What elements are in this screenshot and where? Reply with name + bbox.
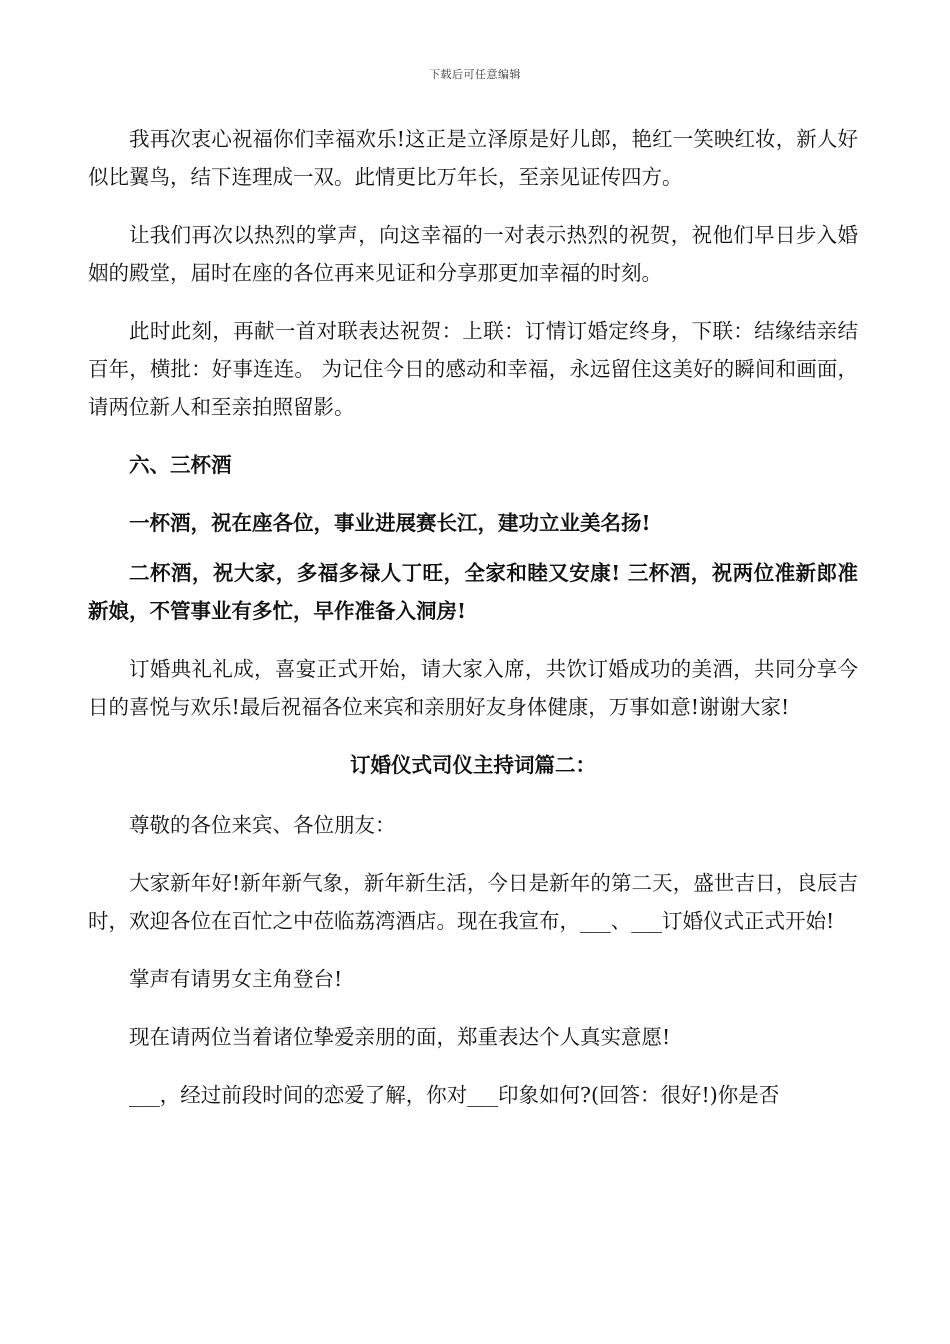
body-paragraph: 让我们再次以热烈的掌声，向这幸福的一对表示热烈的祝贺，祝他们早日步入婚姻的殿堂，届时在座的各位再来见证和分享那更加幸福的时刻。: [88, 223, 858, 285]
body-paragraph: 订婚典礼礼成，喜宴正式开始，请大家入席，共饮订婚成功的美酒，共同分享今日的喜悦与欢乐!最后祝福各位来宾和亲朋好友身体健康，万事如意!谢谢大家!: [88, 657, 858, 719]
body-paragraph: ___，经过前段时间的恋爱了解，你对___印象如何?(回答：很好!)你是否: [129, 1083, 780, 1107]
toast-paragraph: 一杯酒，祝在座各位，事业进展赛长江，建功立业美名扬!: [129, 511, 651, 535]
body-paragraph: 大家新年好!新年新气象，新年新生活，今日是新年的第二天，盛世吉日，良辰吉时，欢迎各位在百忙之中莅临荔湾酒店。现在我宣布，___、___订婚仪式正式开始!: [88, 871, 858, 933]
page-header: 下载后可任意编辑: [429, 68, 521, 81]
toast-paragraph: 二杯酒，祝大家，多福多禄人丁旺，全家和睦又安康! 三杯酒，祝两位准新郎准新娘，不管事业有多忙，早作准备入洞房!: [88, 561, 858, 623]
body-paragraph: 此时此刻，再献一首对联表达祝贺：上联：订情订婚定终身，下联：结缘结亲结百年，横批：好事连连。 为记住今日的感动和幸福，永远留住这美好的瞬间和画面，请两位新人和至亲拍照留影。: [88, 319, 858, 419]
body-paragraph: 掌声有请男女主角登台!: [129, 967, 343, 991]
body-paragraph: 尊敬的各位来宾、各位朋友：: [129, 813, 396, 837]
section-heading: 六、三杯酒: [129, 453, 232, 477]
document-body: [88, 120, 858, 1134]
body-paragraph: 现在请两位当着诸位挚爱亲朋的面，郑重表达个人真实意愿!: [129, 1025, 671, 1049]
article-title: 订婚仪式司仪主持词篇二：: [350, 753, 596, 777]
body-paragraph: 我再次衷心祝福你们幸福欢乐!这正是立泽原是好儿郎，艳红一笑映红妆，新人好似比翼鸟，结下连理成一双。此情更比万年长，至亲见证传四方。: [88, 127, 858, 189]
